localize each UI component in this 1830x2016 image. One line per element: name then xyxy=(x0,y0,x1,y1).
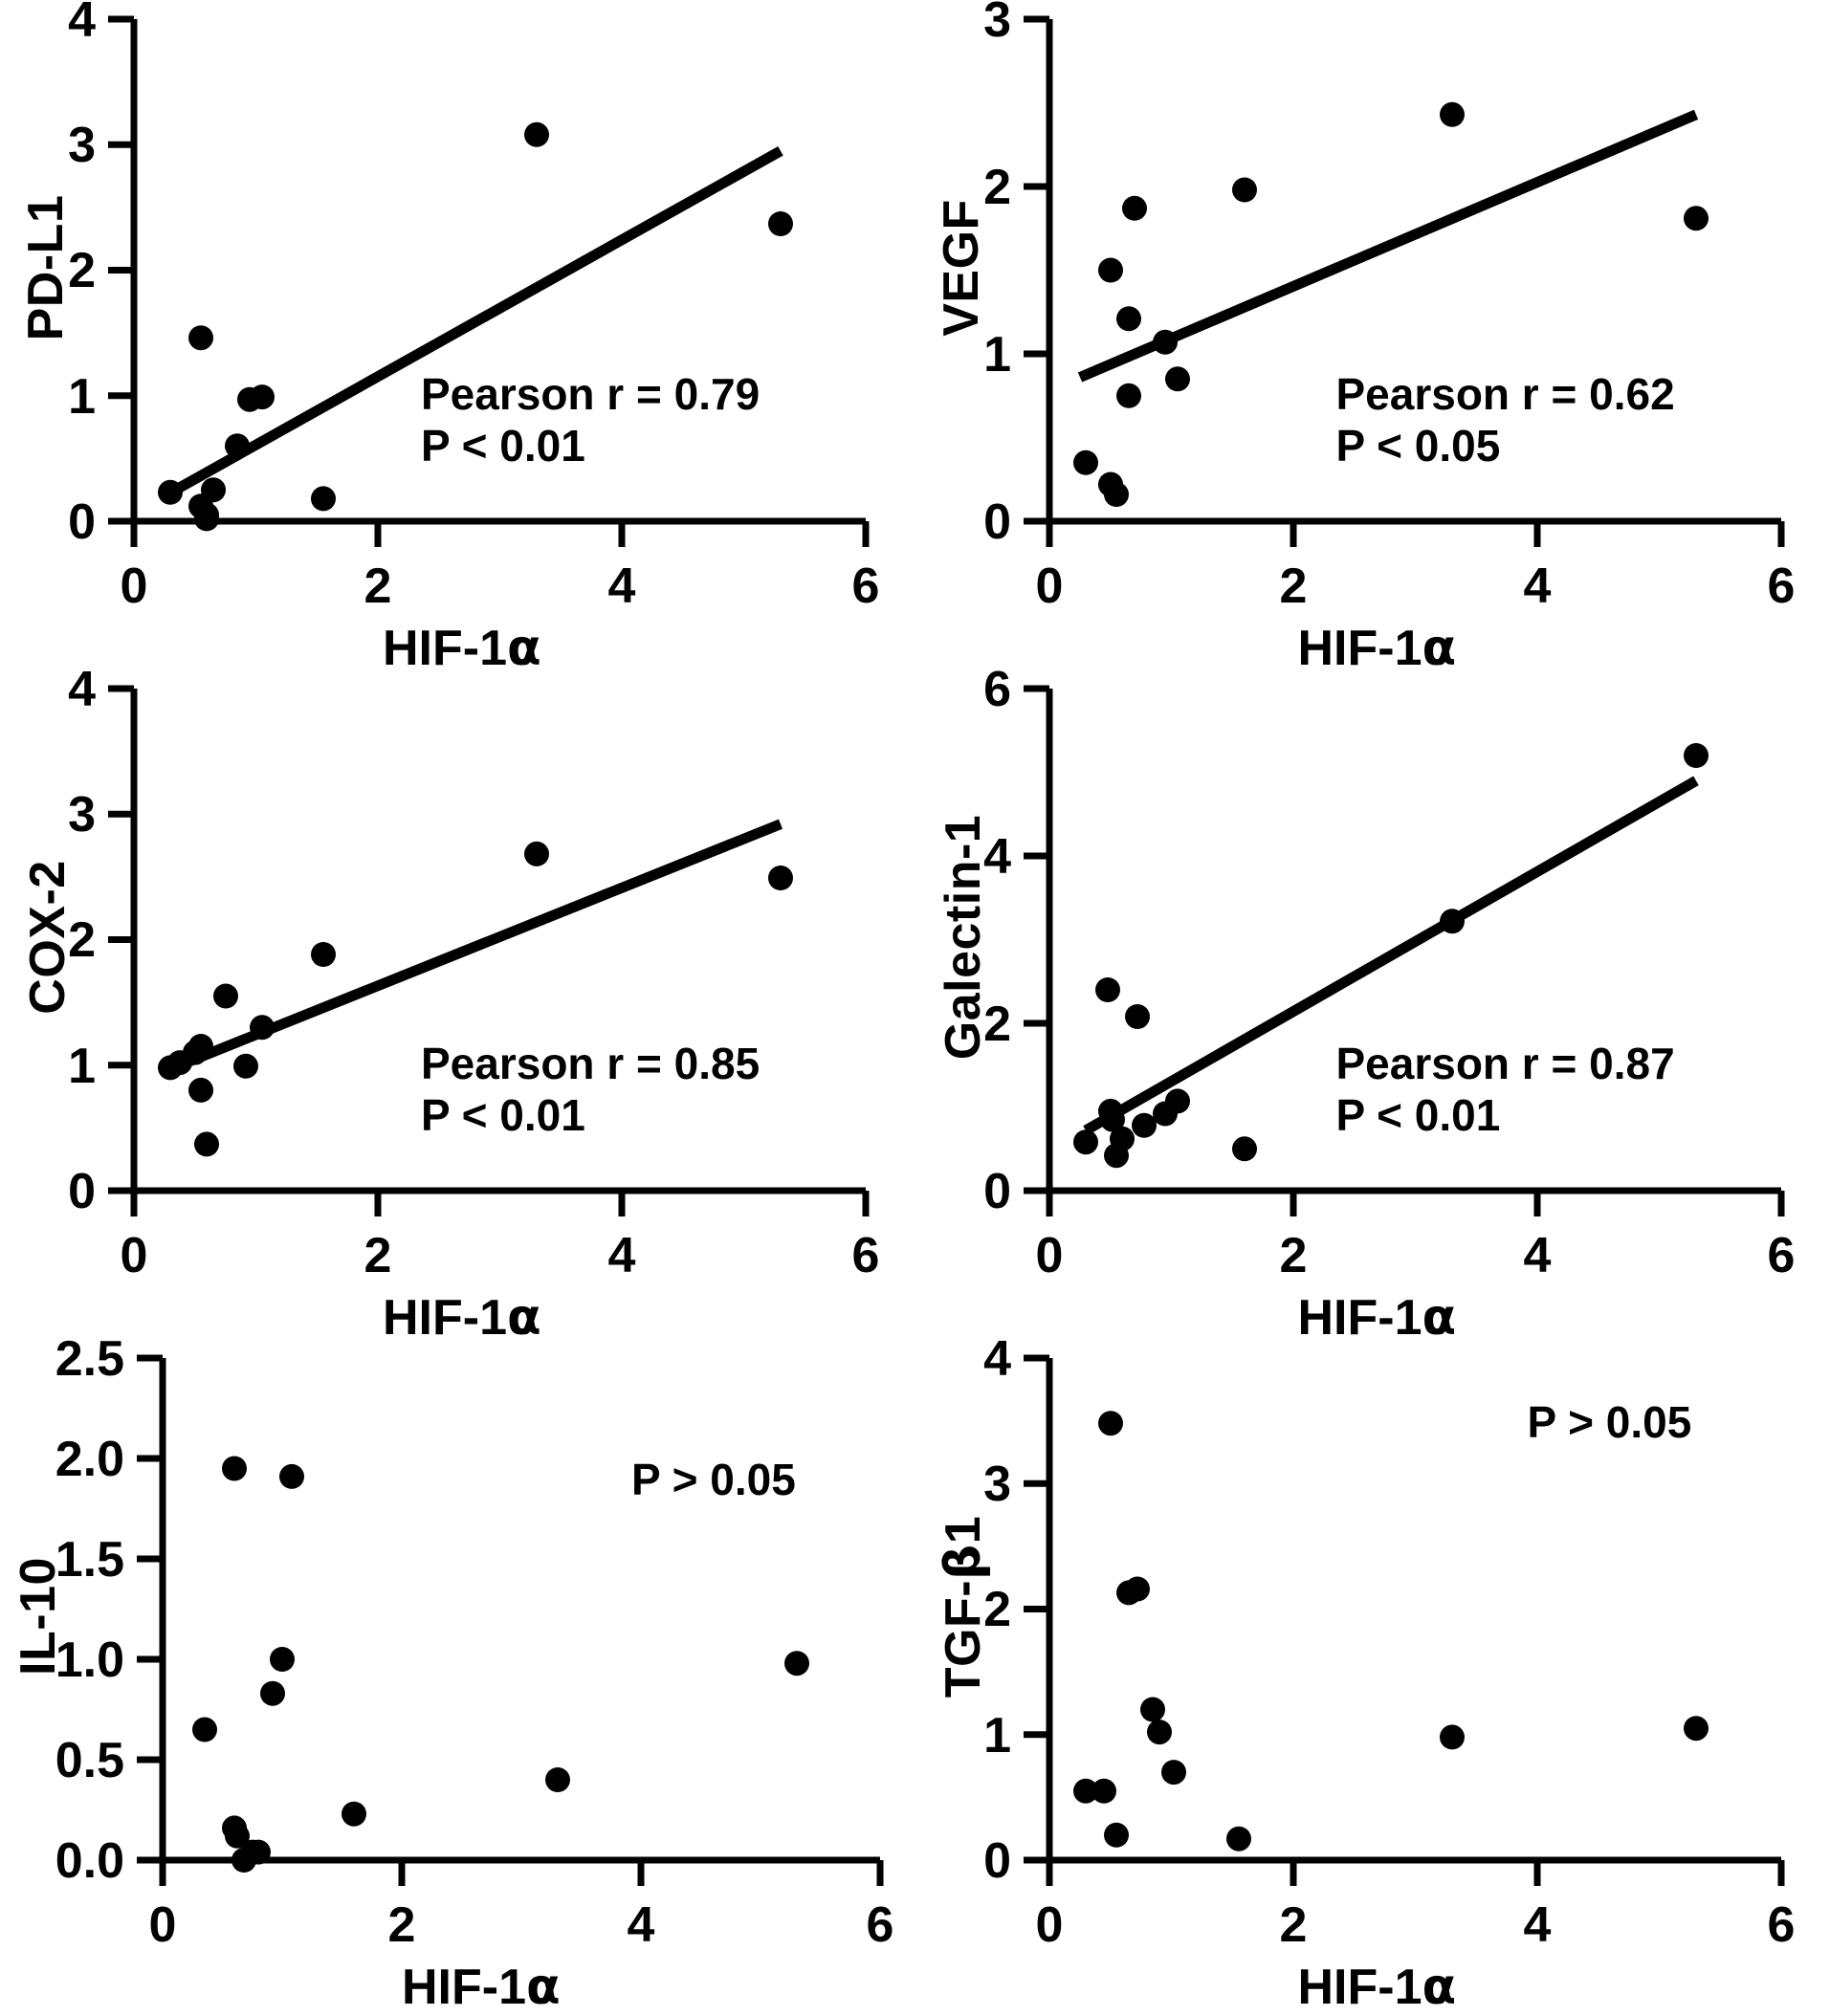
svg-text:2: 2 xyxy=(983,1582,1011,1637)
panel-il-10 xyxy=(0,1339,915,2008)
svg-text:2.0: 2.0 xyxy=(55,1432,124,1487)
svg-text:2: 2 xyxy=(388,1897,416,1953)
svg-text:2: 2 xyxy=(1279,1228,1307,1283)
p-value-pd-l1: P < 0.01 xyxy=(421,420,760,471)
svg-text:1: 1 xyxy=(68,369,96,425)
x-ticklabels-vegf xyxy=(1035,559,1795,614)
svg-text:3: 3 xyxy=(983,1457,1011,1512)
panel-tgf-b1 xyxy=(915,1339,1830,2008)
x-ticks-pd-l1 xyxy=(134,521,866,547)
panel-cox-2 xyxy=(0,669,915,1339)
svg-text:2: 2 xyxy=(68,912,96,968)
svg-text:6: 6 xyxy=(1767,1897,1795,1953)
svg-text:1: 1 xyxy=(983,327,1011,383)
y-ticks-galectin-1 xyxy=(1024,689,1049,1191)
svg-text:6: 6 xyxy=(867,1897,894,1953)
plot-il-10 xyxy=(0,1339,915,2008)
svg-text:0.5: 0.5 xyxy=(55,1733,124,1788)
svg-text:3: 3 xyxy=(68,787,96,843)
y-ticks-vegf xyxy=(1024,19,1049,521)
x-ticklabels-cox-2 xyxy=(121,1228,880,1283)
svg-text:4: 4 xyxy=(628,1897,655,1953)
x-ticklabels-il-10 xyxy=(149,1897,894,1953)
x-ticklabels-tgf-b1 xyxy=(1035,1897,1795,1953)
pearson-r-cox-2: Pearson r = 0.85 xyxy=(421,1038,760,1089)
y-ticks-cox-2 xyxy=(108,689,134,1191)
svg-text:0: 0 xyxy=(983,494,1011,550)
pearson-r-galectin-1: Pearson r = 0.87 xyxy=(1336,1038,1675,1089)
svg-text:4: 4 xyxy=(608,1228,636,1283)
p-value-cox-2: P < 0.01 xyxy=(421,1089,760,1141)
svg-text:0: 0 xyxy=(68,1164,96,1219)
y-axis-title-galectin-1: Galectin-1 xyxy=(935,784,992,1090)
svg-text:2: 2 xyxy=(364,559,392,614)
y-axis-title-cox-2: COX-2 xyxy=(19,832,77,1042)
svg-text:2: 2 xyxy=(1279,559,1307,614)
svg-text:2: 2 xyxy=(68,243,96,298)
panel-pd-l1 xyxy=(0,0,915,669)
stat-annotation-cox-2 xyxy=(421,1038,760,1142)
svg-text:0: 0 xyxy=(983,1833,1011,1889)
y-axis-title-pd-l1: PD-L1 xyxy=(17,172,75,363)
y-axis-title-vegf: VEGF xyxy=(933,172,990,363)
stat-annotation-vegf xyxy=(1336,368,1675,472)
svg-text:4: 4 xyxy=(1523,559,1551,614)
x-ticks-tgf-b1 xyxy=(1049,1860,1781,1886)
plot-vegf xyxy=(915,0,1830,669)
pearson-r-vegf: Pearson r = 0.62 xyxy=(1336,368,1675,420)
svg-text:0: 0 xyxy=(121,559,148,614)
x-ticks-cox-2 xyxy=(134,1191,866,1216)
svg-text:4: 4 xyxy=(68,0,96,48)
x-ticklabels-galectin-1 xyxy=(1035,1228,1795,1283)
pearson-r-pd-l1: Pearson r = 0.79 xyxy=(421,368,760,420)
svg-text:6: 6 xyxy=(983,669,1011,717)
x-axis-title-tgf-b1: HIF-1α xyxy=(1298,1959,1457,2016)
y-axis-title-tgf-b1: TGF-β1 xyxy=(935,1482,992,1731)
svg-text:6: 6 xyxy=(1767,1228,1795,1283)
svg-text:6: 6 xyxy=(852,559,880,614)
stat-annotation-pd-l1 xyxy=(421,368,760,472)
y-axis-title-il-10: IL-10 xyxy=(10,1492,67,1741)
x-ticklabels-pd-l1 xyxy=(121,559,880,614)
x-axis-title-vegf: HIF-1α xyxy=(1298,620,1457,677)
panel-galectin-1 xyxy=(915,669,1830,1339)
svg-text:4: 4 xyxy=(983,829,1011,885)
stat-annotation-il-10 xyxy=(631,1454,796,1505)
svg-text:4: 4 xyxy=(68,669,96,717)
y-ticks-il-10 xyxy=(137,1358,163,1860)
stat-annotation-tgf-b1 xyxy=(1528,1396,1692,1448)
plot-pd-l1 xyxy=(0,0,915,669)
svg-text:0: 0 xyxy=(983,1164,1011,1219)
svg-text:3: 3 xyxy=(68,118,96,173)
panel-vegf xyxy=(915,0,1830,669)
svg-text:4: 4 xyxy=(1523,1228,1551,1283)
axis-lines-il-10 xyxy=(163,1358,880,1860)
svg-text:0: 0 xyxy=(68,494,96,550)
p-value-il-10: P > 0.05 xyxy=(631,1454,796,1505)
plot-tgf-b1 xyxy=(915,1339,1830,2008)
svg-text:6: 6 xyxy=(852,1228,880,1283)
svg-text:4: 4 xyxy=(608,559,636,614)
svg-text:3: 3 xyxy=(983,0,1011,48)
svg-text:6: 6 xyxy=(1767,559,1795,614)
svg-text:4: 4 xyxy=(983,1339,1011,1387)
svg-text:2: 2 xyxy=(983,160,1011,215)
x-axis-title-cox-2: HIF-1α xyxy=(383,1289,541,1347)
svg-text:0: 0 xyxy=(149,1897,177,1953)
x-axis-title-galectin-1: HIF-1α xyxy=(1298,1289,1457,1347)
data-points-il-10 xyxy=(192,1457,809,1874)
x-ticks-galectin-1 xyxy=(1049,1191,1781,1216)
svg-text:0: 0 xyxy=(1035,1897,1063,1953)
y-ticks-tgf-b1 xyxy=(1024,1358,1049,1860)
x-axis-title-il-10: HIF-1α xyxy=(402,1959,561,2016)
svg-text:1.5: 1.5 xyxy=(55,1532,124,1588)
svg-text:1: 1 xyxy=(68,1039,96,1094)
svg-text:4: 4 xyxy=(1523,1897,1551,1953)
svg-text:2: 2 xyxy=(364,1228,392,1283)
svg-text:0: 0 xyxy=(1035,559,1063,614)
svg-text:0: 0 xyxy=(1035,1228,1063,1283)
svg-text:1: 1 xyxy=(983,1708,1011,1764)
x-ticks-il-10 xyxy=(163,1860,880,1886)
svg-text:0: 0 xyxy=(121,1228,148,1283)
svg-text:1.0: 1.0 xyxy=(55,1633,124,1688)
p-value-galectin-1: P < 0.01 xyxy=(1336,1089,1675,1141)
svg-text:0.0: 0.0 xyxy=(55,1833,124,1889)
stat-annotation-galectin-1 xyxy=(1336,1038,1675,1142)
svg-text:2: 2 xyxy=(1279,1897,1307,1953)
svg-text:2: 2 xyxy=(983,997,1011,1052)
x-ticks-vegf xyxy=(1049,521,1781,547)
y-ticks-pd-l1 xyxy=(108,19,134,521)
p-value-tgf-b1: P > 0.05 xyxy=(1528,1396,1692,1448)
data-points-tgf-b1 xyxy=(1073,1411,1709,1852)
svg-text:2.5: 2.5 xyxy=(55,1339,124,1387)
p-value-vegf: P < 0.05 xyxy=(1336,420,1675,471)
plot-galectin-1 xyxy=(915,669,1830,1339)
x-axis-title-pd-l1: HIF-1α xyxy=(383,620,541,677)
plot-cox-2 xyxy=(0,669,915,1339)
